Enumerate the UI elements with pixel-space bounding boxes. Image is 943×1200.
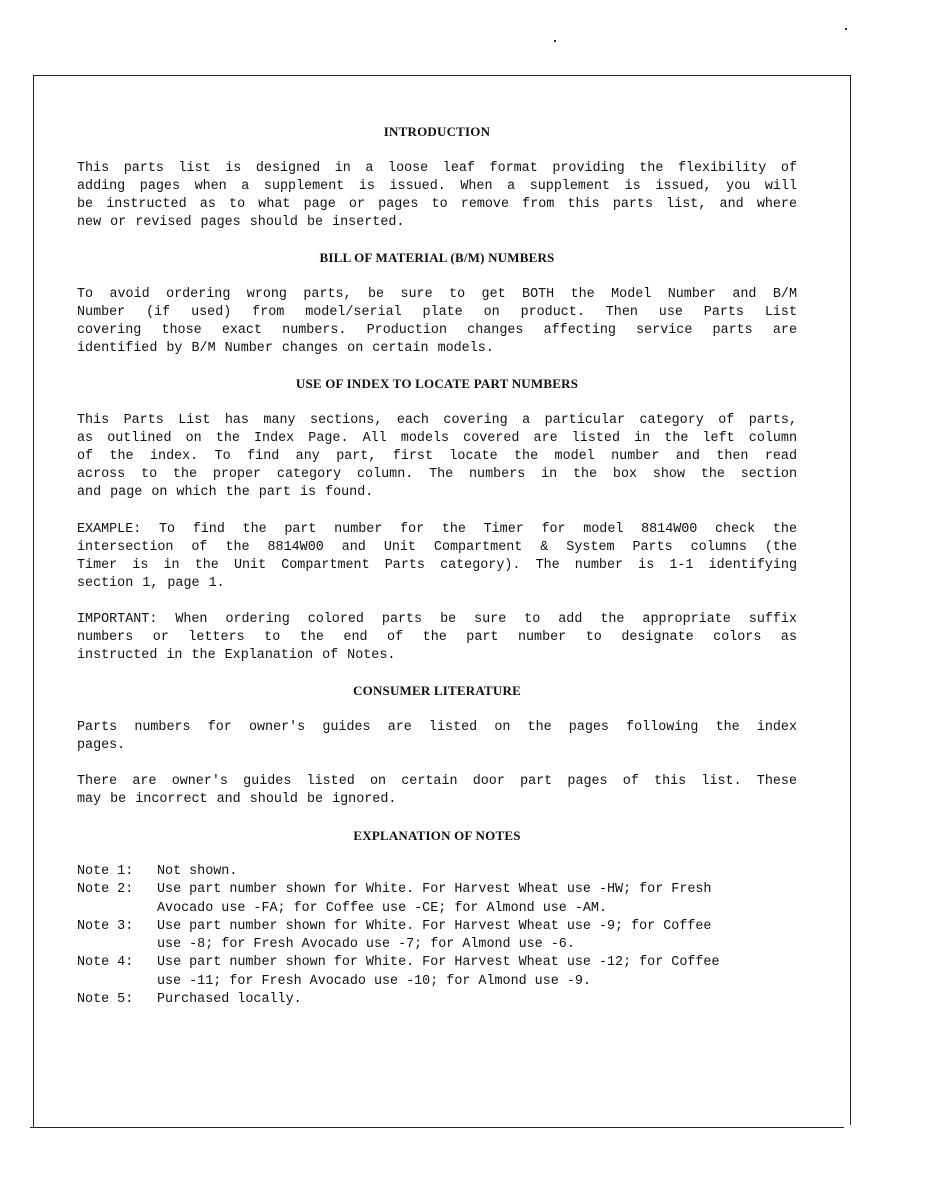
heading-bill-of-material: BILL OF MATERIAL (B/M) NUMBERS [319,250,555,265]
note-item [77,881,797,918]
note-item [77,918,797,955]
note-text: use -8; for Fresh Avocado use -7; for Almond use -6. [157,937,575,953]
note-text: Use part number shown for White. For Harvest Wheat use -HW; for Fresh [157,882,712,898]
text-line: adding pages when a supplement is issued. When a supplement is issued, you will [77,179,797,194]
note-label: Note 2: [77,882,134,898]
paragraph-important [77,611,797,665]
text-line: intersection of the 8814W00 and Unit Compartment & System Parts columns (the [77,540,797,555]
note-text: Avocado use -FA; for Coffee use -CE; for Almond use -AM. [157,900,607,916]
page-border-top [33,75,851,76]
paragraph-use-of-index [77,412,797,502]
page-border-left [33,75,34,1128]
note-text: Use part number shown for White. For Harvest Wheat use -12; for Coffee [157,955,720,971]
text-line: as outlined on the Index Page. All models covered are listed in the left column [77,431,797,446]
note-label: Note 3: [77,918,134,934]
text-line: Timer is in the Unit Compartment Parts category). The number is 1-1 identifying [77,558,797,573]
heading-introduction: INTRODUCTION [383,124,491,139]
text-line: There are owner's guides listed on certain door part pages of this list. These [77,774,797,789]
text-line: across to the proper category column. The numbers in the box show the section [77,467,797,482]
note-item [77,954,797,991]
paragraph-example [77,521,797,593]
paragraph-door-pages [77,773,797,809]
text-line: be instructed as to what page or pages to remove from this parts list, and where [77,197,797,212]
text-line: instructed in the Explanation of Notes. [77,648,396,663]
text-line: identified by B/M Number changes on certain models. [77,341,494,356]
text-line: section 1, page 1. [77,576,225,591]
text-line: of the index. To find any part, first locate the model number and then read [77,449,797,464]
paragraph-owners-guides [77,719,797,755]
text-line: EXAMPLE: To find the part number for the Timer for model 8814W00 check the [77,522,797,537]
note-text: Use part number shown for White. For Harvest Wheat use -9; for Coffee [157,918,712,934]
scan-speck [845,28,847,30]
note-label: Note 5: [77,992,134,1008]
text-line: Parts numbers for owner's guides are listed on the pages following the index [77,720,797,735]
note-text: Not shown. [157,864,238,879]
text-line: may be incorrect and should be ignored. [77,792,397,807]
text-line: IMPORTANT: When ordering colored parts be sure to add the appropriate suffix [77,612,797,627]
text-line: This parts list is designed in a loose leaf format providing the flexibility of [77,161,797,176]
note-label: Note 4: [77,955,134,971]
page-border-bottom [30,1127,844,1128]
text-line: To avoid ordering wrong parts, be sure to get BOTH the Model Number and B/M [77,287,797,302]
notes-list [77,863,797,1009]
note-item [77,991,797,1009]
heading-consumer-literature: CONSUMER LITERATURE [353,683,521,698]
scan-speck [554,40,556,42]
paragraph-bill-of-material [77,286,797,358]
heading-explanation-of-notes: EXPLANATION OF NOTES [353,828,521,843]
note-label: Note 1: [77,864,134,879]
page-border-right [850,75,851,1125]
note-item [77,863,797,881]
text-line: Number (if used) from model/serial plate on product. Then use Parts List [77,305,797,320]
note-text: Purchased locally. [157,992,302,1008]
text-line: new or revised pages should be inserted. [77,215,405,230]
paragraph-introduction [77,160,797,232]
text-line: This Parts List has many sections, each covering a particular category of parts, [77,413,797,428]
text-line: and page on which the part is found. [77,485,374,500]
text-line: pages. [77,738,126,753]
text-line: numbers or letters to the end of the part number to designate colors as [77,630,797,645]
heading-use-of-index: USE OF INDEX TO LOCATE PART NUMBERS [295,376,579,391]
note-text: use -11; for Fresh Avocado use -10; for Almond use -9. [157,973,591,989]
text-line: covering those exact numbers. Production changes affecting service parts are [77,323,797,338]
